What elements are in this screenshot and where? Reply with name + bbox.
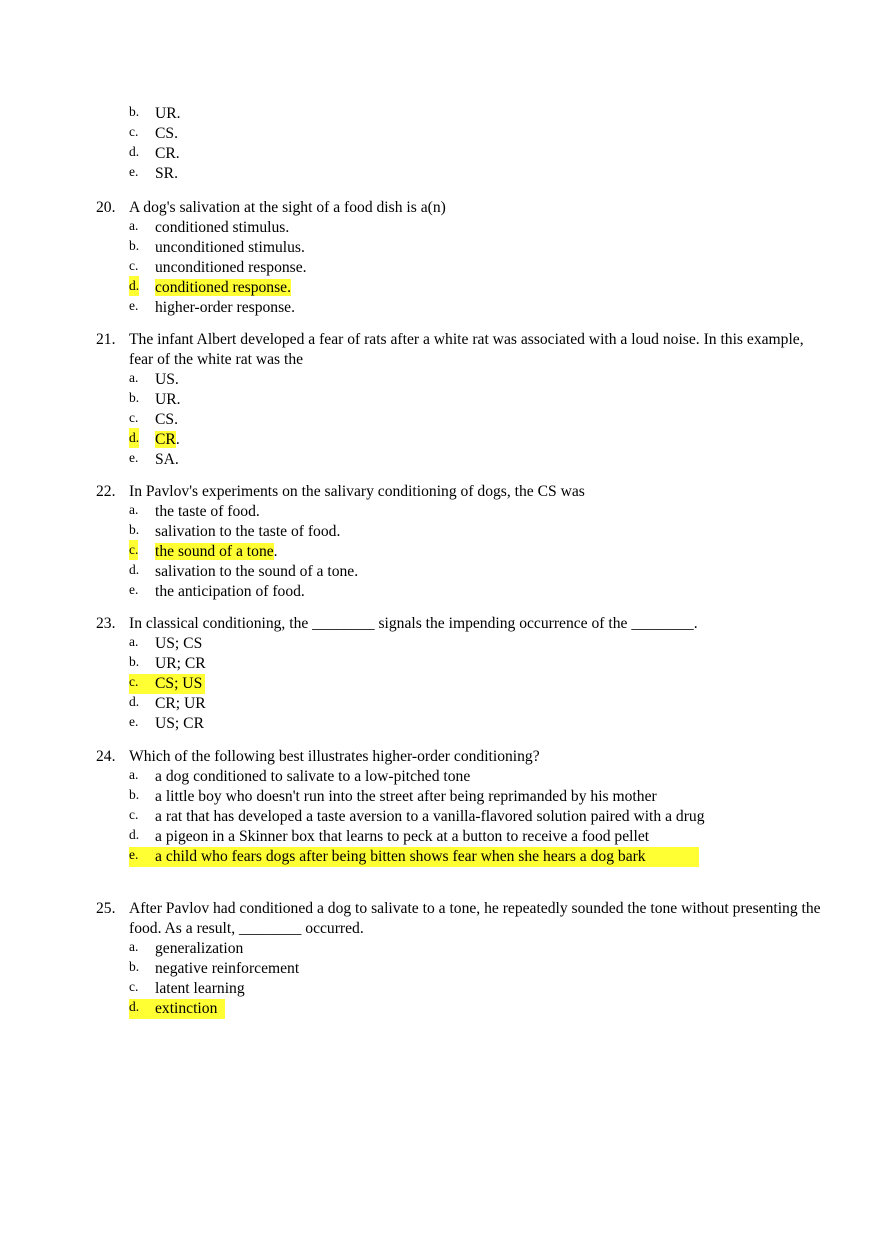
- option-e: [96, 450, 826, 470]
- option-a: [96, 370, 826, 390]
- option-text: CR; UR: [155, 695, 206, 712]
- option-e: [96, 714, 826, 734]
- option-text: a rat that has developed a taste aversion to a vanilla-flavored solution paired with a drug: [155, 808, 705, 825]
- question-number: 22.: [96, 483, 116, 500]
- option-a: [96, 502, 826, 522]
- option-suffix: .: [273, 543, 278, 560]
- option-text: unconditioned stimulus.: [155, 239, 305, 256]
- option-letter: b.: [129, 390, 140, 405]
- highlighted-answer-text: the sound of a tone: [155, 543, 274, 560]
- option-text: the anticipation of food.: [155, 583, 305, 600]
- option-text: a dog conditioned to salivate to a low-pitched tone: [155, 768, 471, 785]
- option-letter: b.: [129, 104, 140, 119]
- option-text: CS.: [155, 411, 178, 428]
- option-text: unconditioned response.: [155, 259, 307, 276]
- option-letter: c.: [129, 124, 139, 139]
- option-a: [96, 634, 826, 654]
- option-text: US; CS: [155, 635, 203, 652]
- option-letter: a.: [129, 939, 139, 954]
- option-text: generalization: [155, 940, 244, 957]
- option-c-highlighted: [96, 674, 826, 694]
- option-letter: e.: [129, 714, 139, 729]
- question-text: After Pavlov had conditioned a dog to salivate to a tone, he repeatedly sounded the tone without presenting the food. As a result, ________ occurred.: [129, 900, 821, 937]
- option-letter: c.: [129, 540, 138, 560]
- option-text: UR.: [155, 391, 181, 408]
- option-letter: b.: [129, 238, 140, 253]
- continuation-options: [96, 104, 826, 184]
- option-text: UR; CR: [155, 655, 206, 672]
- option-letter: c.: [129, 807, 139, 822]
- option-letter: d.: [129, 827, 140, 842]
- option-letter: d.: [129, 562, 140, 577]
- option-b: [96, 522, 826, 542]
- question-text: In classical conditioning, the ________ signals the impending occurrence of the ________.: [129, 615, 698, 632]
- option-text: US; CR: [155, 715, 204, 732]
- option-a: [96, 767, 826, 787]
- option-suffix: .: [175, 431, 180, 448]
- option-letter: e.: [129, 164, 139, 179]
- option-text: SR.: [155, 165, 178, 182]
- question-number: 24.: [96, 748, 116, 765]
- option-text: a pigeon in a Skinner box that learns to peck at a button to receive a food pellet: [155, 828, 650, 845]
- option-text: SA.: [155, 451, 179, 468]
- option-c-highlighted: [96, 542, 826, 562]
- option-letter: b.: [129, 959, 140, 974]
- question-21: [96, 330, 826, 470]
- option-d: [96, 694, 826, 714]
- option-b: [96, 787, 826, 807]
- option-b: [96, 654, 826, 674]
- question-24: [96, 747, 826, 867]
- question-20: [96, 198, 826, 318]
- option-d-highlighted: [96, 430, 826, 450]
- option-b: [96, 104, 826, 124]
- option-letter: e.: [129, 847, 139, 862]
- question-text: The infant Albert developed a fear of rats after a white rat was associated with a loud noise. In this example, fear of the white rat was the: [129, 331, 804, 368]
- question-22: [96, 482, 826, 602]
- question-number: 21.: [96, 331, 116, 348]
- option-letter: d.: [129, 694, 140, 709]
- option-letter: a.: [129, 634, 139, 649]
- option-d: [96, 562, 826, 582]
- option-letter: b.: [129, 522, 140, 537]
- highlighted-answer-text: extinction: [155, 1000, 218, 1017]
- option-letter: d.: [129, 428, 139, 448]
- option-text: CS.: [155, 125, 178, 142]
- option-letter: c.: [129, 979, 139, 994]
- option-text: a little boy who doesn't run into the street after being reprimanded by his mother: [155, 788, 657, 805]
- highlighted-answer-text: a child who fears dogs after being bitten shows fear when she hears a dog bark: [155, 848, 646, 865]
- question-number: 20.: [96, 199, 116, 216]
- question-25: [96, 899, 826, 1019]
- option-text: salivation to the taste of food.: [155, 523, 341, 540]
- question-number: 23.: [96, 615, 116, 632]
- option-letter: e.: [129, 298, 139, 313]
- option-letter: b.: [129, 654, 140, 669]
- option-d-highlighted: [96, 999, 826, 1019]
- question-stem: [96, 482, 826, 502]
- option-b: [96, 959, 826, 979]
- option-d: [96, 827, 826, 847]
- option-d-highlighted: [96, 278, 826, 298]
- highlighted-answer-text: conditioned response.: [155, 279, 291, 296]
- question-text: A dog's salivation at the sight of a food dish is a(n): [129, 199, 446, 216]
- option-b: [96, 390, 826, 410]
- option-a: [96, 218, 826, 238]
- option-letter: c.: [129, 674, 139, 689]
- question-stem: [96, 614, 826, 634]
- option-letter: c.: [129, 410, 139, 425]
- option-letter: a.: [129, 767, 139, 782]
- question-23: [96, 614, 826, 734]
- option-text: latent learning: [155, 980, 245, 997]
- question-text: In Pavlov's experiments on the salivary conditioning of dogs, the CS was: [129, 483, 585, 500]
- question-stem: [96, 330, 826, 370]
- option-c: [96, 410, 826, 430]
- option-e: [96, 164, 826, 184]
- option-text: UR.: [155, 105, 181, 122]
- option-text: salivation to the sound of a tone.: [155, 563, 359, 580]
- option-letter: b.: [129, 787, 140, 802]
- option-e: [96, 582, 826, 602]
- highlighted-answer-text: CS; US: [155, 675, 203, 692]
- option-e-highlighted: [96, 847, 826, 867]
- option-c: [96, 258, 826, 278]
- option-a: [96, 939, 826, 959]
- option-c: [96, 979, 826, 999]
- option-b: [96, 238, 826, 258]
- option-text: negative reinforcement: [155, 960, 300, 977]
- option-d: [96, 144, 826, 164]
- option-c: [96, 807, 735, 827]
- question-stem: [96, 198, 826, 218]
- option-letter: a.: [129, 502, 139, 517]
- question-text: Which of the following best illustrates higher-order conditioning?: [129, 748, 540, 765]
- option-letter: a.: [129, 370, 139, 385]
- option-letter: e.: [129, 582, 139, 597]
- option-text: the taste of food.: [155, 503, 260, 520]
- option-letter: d.: [129, 144, 140, 159]
- option-letter: d.: [129, 999, 140, 1014]
- option-letter: c.: [129, 258, 139, 273]
- option-letter: a.: [129, 218, 139, 233]
- option-e: [96, 298, 826, 318]
- option-letter: e.: [129, 450, 139, 465]
- question-stem: [96, 899, 826, 939]
- option-text: conditioned stimulus.: [155, 219, 290, 236]
- option-c: [96, 124, 826, 144]
- option-text: US.: [155, 371, 179, 388]
- option-text: higher-order response.: [155, 299, 295, 316]
- option-text: CR.: [155, 145, 180, 162]
- question-stem: [96, 747, 826, 767]
- option-letter: d.: [129, 276, 139, 296]
- highlighted-answer-text: CR: [155, 431, 176, 448]
- question-number: 25.: [96, 900, 116, 917]
